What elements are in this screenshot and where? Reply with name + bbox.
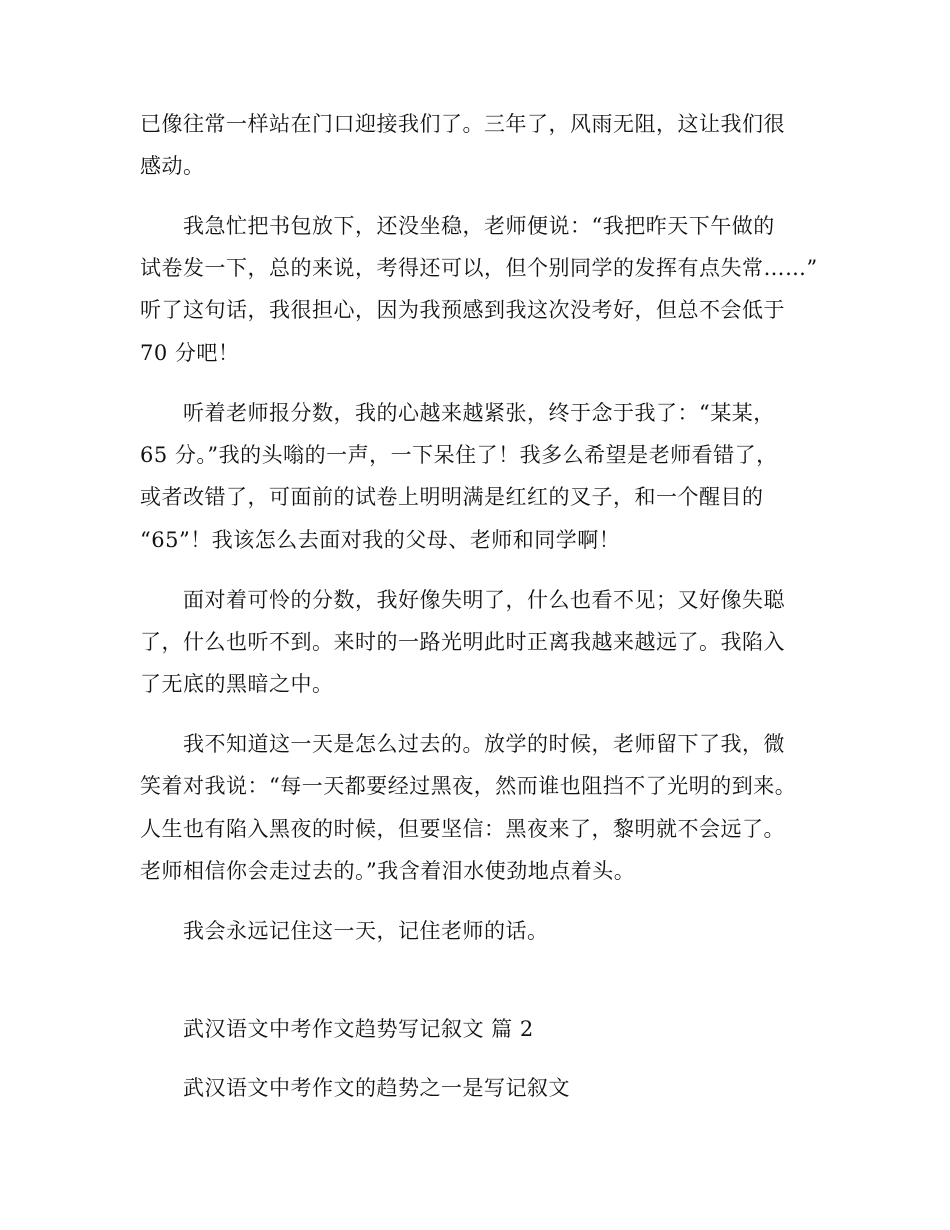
paragraph-1-line-1: 已像往常一样站在门口迎接我们了。三年了，风雨无阻，这让我们很 bbox=[140, 112, 785, 136]
paragraph-2-line-2: 试卷发一下，总的来说，考得还可以，但个别同学的发挥有点失常……” bbox=[140, 256, 818, 280]
paragraph-5-line-4: 老师相信你会走过去的。”我含着泪水使劲地点着头。 bbox=[140, 859, 636, 883]
paragraph-2-line-1: 我急忙把书包放下，还没坐稳，老师便说：“我把昨天下午做的 bbox=[183, 214, 775, 238]
paragraph-2-line-3: 听了这句话，我很担心，因为我预感到我这次没考好，但总不会低于 bbox=[140, 298, 785, 322]
paragraph-4-line-2: 了，什么也听不到。来时的一路光明此时正离我越来越远了。我陷入 bbox=[140, 630, 785, 654]
paragraph-2-line-4: 70 分吧！ bbox=[140, 341, 240, 365]
section-heading: 武汉语文中考作文趋势写记叙文 篇 2 bbox=[183, 1017, 534, 1041]
paragraph-1-line-2: 感动。 bbox=[140, 154, 205, 178]
paragraph-4-line-3: 了无底的黑暗之中。 bbox=[140, 672, 334, 696]
paragraph-4-line-1: 面对着可怜的分数，我好像失明了，什么也看不见；又好像失聪 bbox=[183, 588, 785, 612]
paragraph-5-line-3: 人生也有陷入黑夜的时候，但要坚信：黑夜来了，黎明就不会远了。 bbox=[140, 817, 785, 841]
paragraph-3-line-3: 或者改错了，可面前的试卷上明明满是红红的叉子，和一个醒目的 bbox=[140, 485, 764, 509]
paragraph-6-line-1: 我会永远记住这一天，记住老师的话。 bbox=[183, 919, 549, 943]
paragraph-5-line-1: 我不知道这一天是怎么过去的。放学的时候，老师留下了我，微 bbox=[183, 732, 785, 756]
paragraph-3-line-2: 65 分。”我的头嗡的一声，一下呆住了！我多么希望是老师看错了， bbox=[140, 443, 778, 467]
paragraph-3-line-1: 听着老师报分数，我的心越来越紧张，终于念于我了：“某某， bbox=[183, 401, 775, 425]
paragraph-3-line-4: “65”！我该怎么去面对我的父母、老师和同学啊！ bbox=[140, 528, 621, 552]
paragraph-5-line-2: 笑着对我说：“每一天都要经过黑夜，然而谁也阻挡不了光明的到来。 bbox=[140, 774, 797, 798]
section-intro: 武汉语文中考作文的趋势之一是写记叙文 bbox=[183, 1076, 570, 1100]
